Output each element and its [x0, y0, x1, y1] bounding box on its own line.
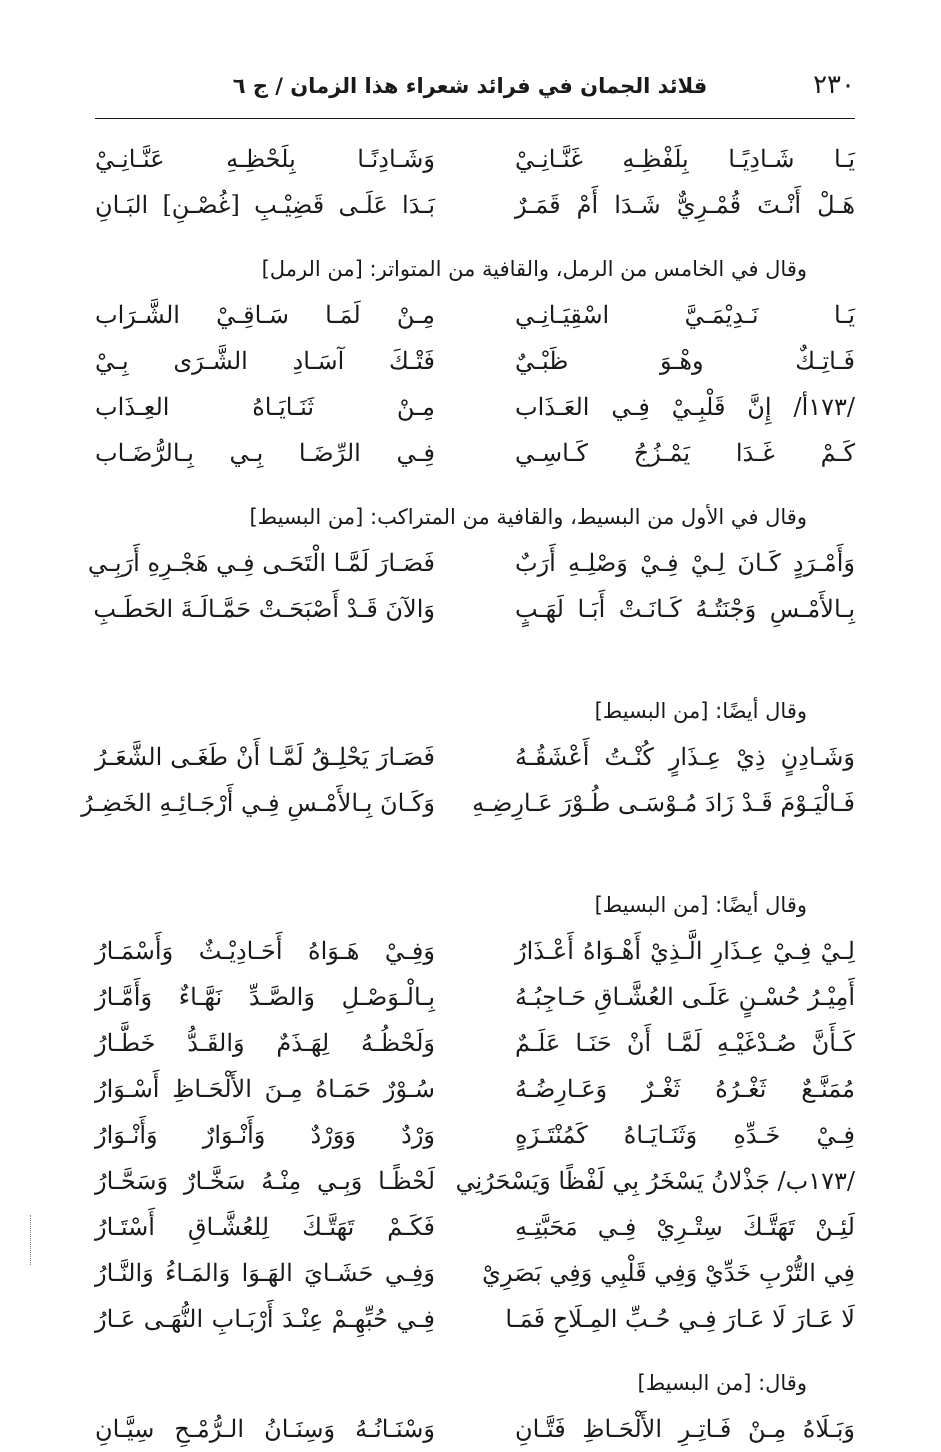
- first-hemistich: لَا عَـارَ لَا عَـارَ فِـي حُـبِّ المِـلَاحِ فَمَـا: [505, 1305, 855, 1333]
- second-hemistich: بِـالْـوَصْـلِ وَالصَّـدِّ نَهَّـاءٌ وَأَمَّـارُ: [95, 983, 435, 1011]
- second-hemistich: وَفِـي حَشَـايَ الهَـوَا وَالمَـاءُ وَالنَّـارُ: [95, 1259, 435, 1287]
- running-title: قلائد الجمان في فرائد شعراء هذا الزمان / ج ٦: [232, 74, 708, 98]
- verse-line: [95, 1406, 855, 1452]
- verse-line: [95, 338, 855, 384]
- first-hemistich: لَئِـنْ تَهَتَّـكَ سِتْـرِيْ فِـي مَحَبَّتِـهِ: [515, 1213, 855, 1241]
- margin-mark: [30, 1215, 39, 1265]
- block-gap: [95, 228, 855, 246]
- first-hemistich: فَـالْيَـوْمَ قَـدْ زَادَ مُـوْسَـى طُـوْرَ عَـارِضِـهِ: [472, 789, 855, 817]
- verse-line: [87, 540, 855, 586]
- verse-line: [95, 292, 855, 338]
- verse-line: [95, 1204, 855, 1250]
- first-hemistich: فِي التُّرْبِ خَدِّيْ وَفِي قَلْبِي وَفِي بَصَرِيْ: [482, 1259, 855, 1287]
- second-hemistich: وَفِـيْ هَـوَاهُ أَحَـادِيْـثٌ وَأَسْمَـارُ: [95, 937, 435, 965]
- second-hemistich: وَسْنَـانُـهُ وَسِنَـانُ الـرُّمْـحِ سِيَّـانِ: [95, 1415, 435, 1443]
- verse-line: [95, 1020, 855, 1066]
- second-hemistich: فَصَـارَ لَمَّـا الْتَحَـى فِـي هَجْـرِهِ أَرَبِـي: [87, 549, 435, 577]
- verse-line: [95, 1158, 855, 1204]
- first-hemistich: كَـمْ غَـدَا يَمْـزُجُ كَـاسِـي: [515, 439, 855, 467]
- first-hemistich: وَشَـادِنٍ ذِيْ عِـذَارٍ كُنْـتُ أَعْشَقُـهُ: [515, 743, 855, 771]
- poem-intro: وقال: [من البسيط]: [637, 1371, 807, 1395]
- verse-line: [95, 1296, 855, 1342]
- verse-line: [95, 1066, 855, 1112]
- first-hemistich: مُمَنَّـعٌ ثَغْـرُهُ ثَغْـرٌ وَعَـارِضُـهُ: [515, 1075, 855, 1103]
- poem-intro: وقال في الخامس من الرمل، والقافية من المتواتر: [من الرمل]: [261, 257, 807, 281]
- first-hemistich: وَبَـلَاهُ مِـنْ فَـاتِـرِ الأَلْحَـاظِ فَتَّـانِ: [515, 1415, 855, 1443]
- first-hemistich: يَـا نَـدِيْمَـيَّ اسْقِيَـانِـي: [515, 301, 855, 329]
- first-hemistich: /١٧٣ب/ جَذْلانُ يَسْخَرُ بِي لَفْظًا وَيَسْحَرُنِي: [455, 1167, 855, 1195]
- verse-line: [95, 182, 855, 228]
- header-rule: [95, 118, 855, 119]
- first-hemistich: فِـيْ خَـدِّهِ وَثَنَـايَـاهُ كَمُنْتَـزَهٍ: [515, 1121, 855, 1149]
- second-hemistich: وَرْدٌ وَوَرْدٌ وَأَنْـوَارٌ وَأَنْـوَارُ: [95, 1121, 435, 1149]
- second-hemistich: مِـنْ ثَنَـايَـاهُ العِـذَاب: [95, 393, 435, 421]
- second-hemistich: وَالآنَ قَـدْ أَصْبَحَـتْ حَمَّـالَـةَ الحَطَـبِ: [93, 595, 435, 623]
- page-number: ٢٣٠: [813, 70, 855, 100]
- first-hemistich: فَـاتِـكٌ وهْـوَ ظَبْـيٌ: [515, 347, 855, 375]
- block-gap: [95, 632, 855, 688]
- verse-line: [95, 384, 855, 430]
- verse-line: [95, 1250, 855, 1296]
- second-hemistich: وَكَـانَ بِـالأَمْـسِ فِـي أَرْجَـائِـهِ الخَضِـرُ: [81, 789, 435, 817]
- poem-intro: وقال في الأول من البسيط، والقافية من المتراكب: [من البسيط]: [249, 505, 807, 529]
- verse-line: [95, 974, 855, 1020]
- first-hemistich: وَأَمْـرَدٍ كَـانَ لِـيْ فِـيْ وَصْلِـهِ أَرَبٌ: [515, 549, 855, 577]
- running-header: [95, 68, 855, 112]
- second-hemistich: مِـنْ لَمَـا سَـاقِـيْ الشَّـرَاب: [95, 301, 435, 329]
- poem-content: [81, 136, 855, 1452]
- second-hemistich: فَتْـكَ آسَـادِ الشَّـرَى بِـيْ: [95, 347, 435, 375]
- verse-line: [95, 586, 855, 632]
- block-gap: [95, 826, 855, 882]
- second-hemistich: فِـي حُبِّهِـمْ عِنْـدَ أَرْبَـابِ النُّهَـى عَـارُ: [95, 1305, 435, 1333]
- second-hemistich: فَصَـارَ يَحْلِـقُ لَمَّـا أَنْ طَغَـى الشَّعَـرُ: [95, 743, 435, 771]
- first-hemistich: يَـا شَـادِيًـا بِلَفْظِـهِ غَنَّـانِـيْ: [515, 145, 855, 173]
- verse-line: [95, 734, 855, 780]
- verse-line: [95, 928, 855, 974]
- first-hemistich: /١٧٣أ/ إِنَّ قَلْبِـيْ فِـي العَـذَاب: [515, 393, 855, 421]
- first-hemistich: لِـيْ فِـيْ عِـذَارِ الَّـذِيْ أَهْـوَاهُ أَعْـذَارُ: [515, 937, 855, 965]
- poem-intro: وقال أيضًا: [من البسيط]: [594, 699, 807, 723]
- first-hemistich: بِـالأَمْـسِ وَجْنَتُـهُ كَـانَـتْ أَبَـا لَهَـبٍ: [515, 595, 855, 623]
- second-hemistich: بَـدَا عَلَـى قَضِيْـبِ [غُصْـنِ] البَـانِ: [95, 191, 435, 219]
- first-hemistich: كَـأَنَّ صُـدْغَيْـهِ لَمَّـا أَنْ حَنَـا عَلَـمٌ: [515, 1029, 855, 1057]
- first-hemistich: أَمِيْـرُ حُسْـنٍ عَلَـى العُشَّـاقِ حَـاجِبُـهُ: [515, 983, 855, 1011]
- verse-line: [95, 430, 855, 476]
- verse-line: [95, 136, 855, 182]
- block-gap: [95, 476, 855, 494]
- first-hemistich: هَـلْ أَنْـتَ قُمْـرِيٌّ شَـدَا أَمْ قَمَـرٌ: [515, 191, 855, 219]
- verse-line: [95, 1112, 855, 1158]
- second-hemistich: سُـوْرٌ حَمَـاهُ مِـنَ الأَلْحَـاظِ أَسْـوَارُ: [95, 1075, 435, 1103]
- second-hemistich: فِـي الرِّضَـا بِـي بِـالرُّضَـاب: [95, 439, 435, 467]
- second-hemistich: لَحْظًـا وَبِـي مِنْـهُ سَخَّـارٌ وَسَحَّـارُ: [95, 1167, 435, 1195]
- second-hemistich: وَلَحْظُـهُ لِهَـذَمٌ وَالقَـدُّ خَطَّـارُ: [95, 1029, 435, 1057]
- second-hemistich: وَشَـادِنًـا بِلَحْظِـهِ عَنَّـانِـيْ: [95, 145, 435, 173]
- block-gap: [95, 1342, 855, 1360]
- poem-intro: وقال أيضًا: [من البسيط]: [594, 893, 807, 917]
- verse-line: [81, 780, 855, 826]
- second-hemistich: فَكَـمْ تَهَتَّـكَ لِلعُشَّـاقِ أَسْتَـارُ: [95, 1213, 435, 1241]
